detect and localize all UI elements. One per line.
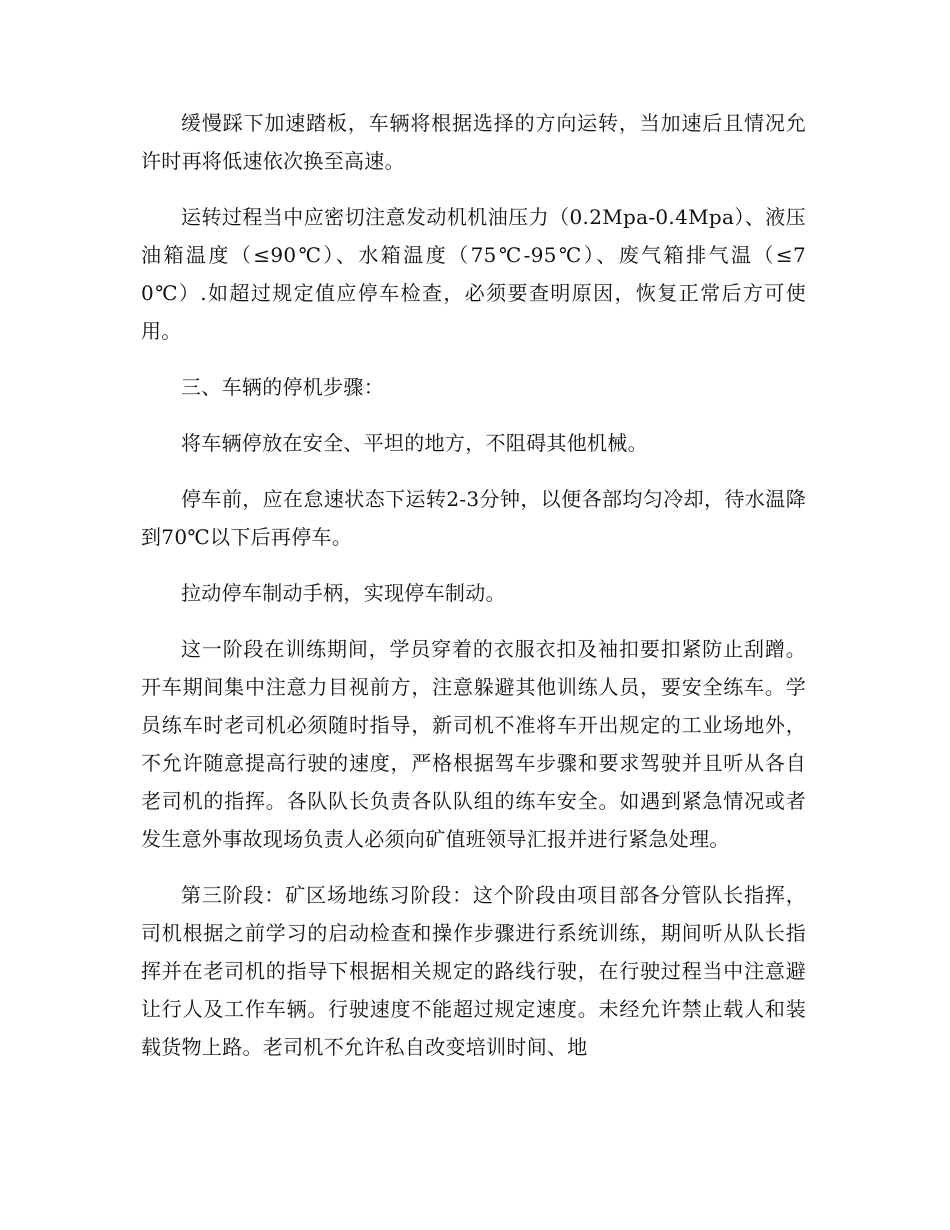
paragraph-monitoring: 运转过程当中应密切注意发动机机油压力（0.2Mpa-0.4Mpa）、液压油箱温度（≤90℃）、水箱温度（75℃-95℃）、废气箱排气温（≤70℃）.如超过规定值应停车检查，必须要查明原因，恢复正常后方可使用。: [141, 205, 806, 343]
paragraph-stage-three: 第三阶段：矿区场地练习阶段：这个阶段由项目部各分管队长指挥，司机根据之前学习的启动检查和操作步骤进行系统训练，期间听从队长指挥并在老司机的指导下根据相关规定的路线行驶，在行驶过程当中注意避让行人及工作车辆。行驶速度不能超过规定速度。未经允许禁止载人和装载货物上路。老司机不允许私自改变培训时间、地: [141, 883, 806, 1059]
paragraph-parking: 将车辆停放在安全、平坦的地方，不阻碍其他机械。: [181, 431, 648, 455]
document-body: [141, 104, 806, 1084]
section-heading-shutdown: 三、车辆的停机步骤：: [181, 375, 384, 399]
paragraph-brake: 拉动停车制动手柄，实现停车制动。: [181, 581, 506, 605]
paragraph-accelerate: 缓慢踩下加速踏板，车辆将根据选择的方向运转，当加速后且情况允许时再将低速依次换至高速。: [141, 111, 806, 173]
paragraph-idle-cooling: 停车前，应在怠速状态下运转2-3分钟，以便各部均匀冷却，待水温降到70℃以下后再停车。: [141, 487, 806, 549]
paragraph-training-safety: 这一阶段在训练期间，学员穿着的衣服衣扣及袖扣要扣紧防止刮蹭。开车期间集中注意力目视前方，注意躲避其他训练人员，要安全练车。学员练车时老司机必须随时指导，新司机不准将车开出规定的工业场地外，不允许随意提高行驶的速度，严格根据驾车步骤和要求驾驶并且听从各自老司机的指挥。各队队长负责各队队组的练车安全。如遇到紧急情况或者发生意外事故现场负责人必须向矿值班领导汇报并进行紧急处理。: [141, 637, 806, 851]
